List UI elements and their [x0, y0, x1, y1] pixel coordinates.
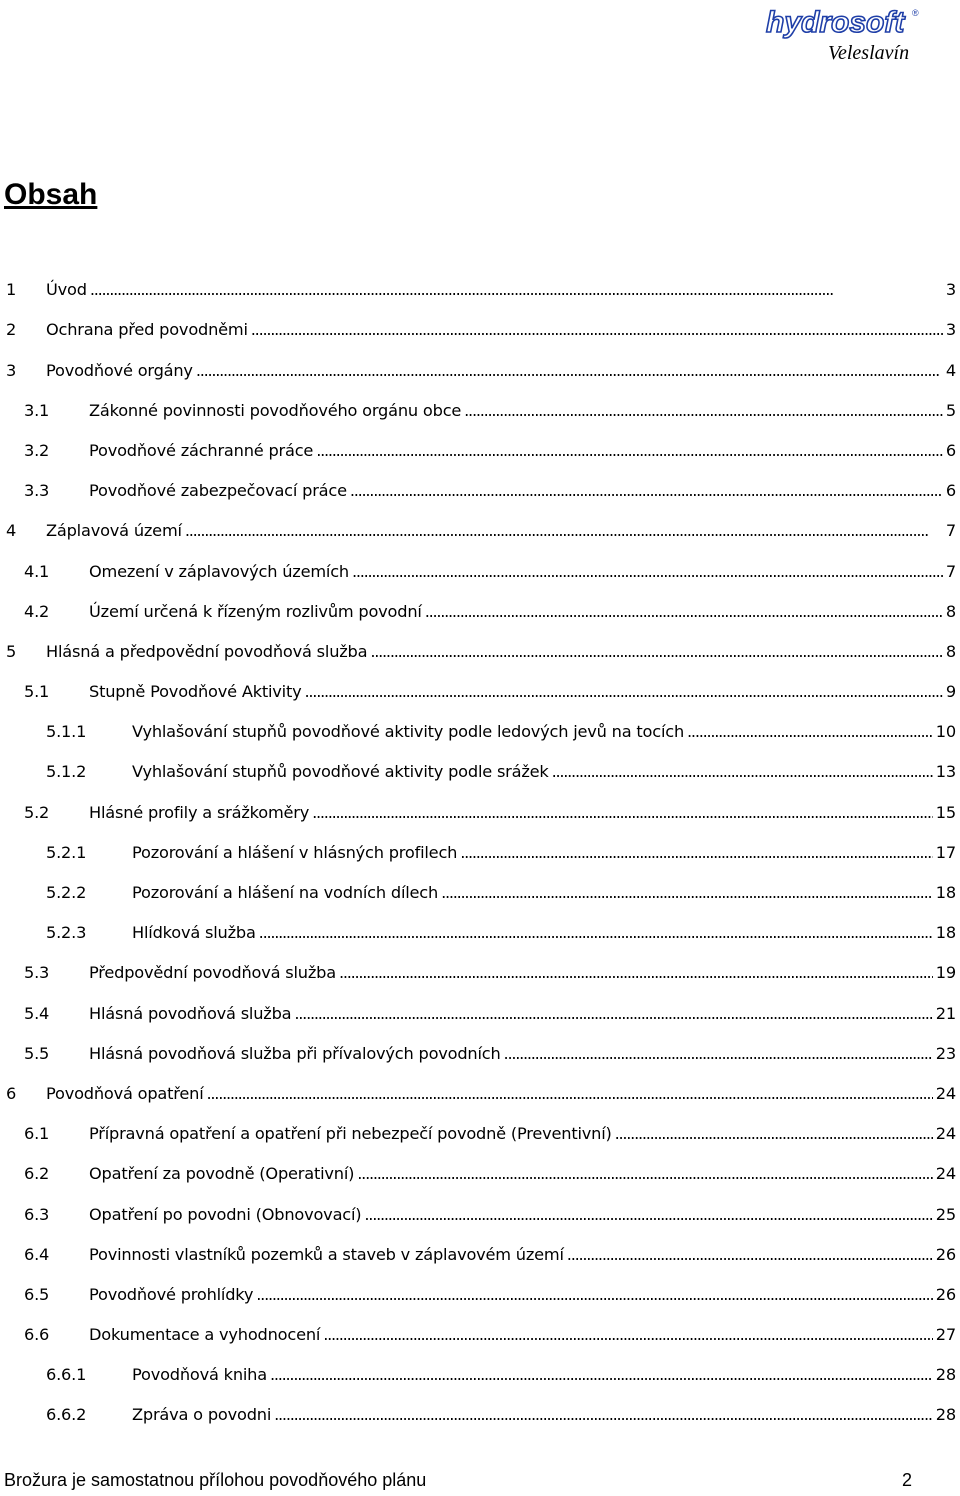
- toc-entry-line: [132, 762, 960, 782]
- toc-dot-leader: [207, 1084, 933, 1104]
- toc-dot-leader: [270, 1365, 933, 1385]
- toc-entry[interactable]: [0, 702, 960, 742]
- toc-entry-title[interactable]: Hlásná povodňová služba: [89, 1003, 292, 1023]
- toc-entry-number: 5.5: [24, 1043, 50, 1063]
- toc-entry[interactable]: [0, 622, 960, 662]
- toc-entry-page[interactable]: 27: [935, 1325, 956, 1345]
- toc-dot-leader: [567, 1245, 933, 1265]
- toc-dot-leader: [504, 1044, 933, 1064]
- toc-entry-number: 4.2: [24, 601, 50, 621]
- toc-dot-leader: [274, 1405, 933, 1425]
- toc-entry-page[interactable]: 7: [945, 521, 956, 541]
- toc-dot-leader: [357, 1164, 933, 1184]
- toc-entry-page[interactable]: 3: [945, 320, 956, 340]
- toc-entry-line: [46, 280, 960, 300]
- toc-entry-title[interactable]: Opatření za povodně (Operativní): [89, 1164, 355, 1184]
- toc-entry-number: 1: [6, 280, 17, 300]
- toc-entry-title[interactable]: Opatření po povodni (Obnovovací): [89, 1204, 362, 1224]
- toc-entry-number: 3.1: [24, 400, 50, 420]
- toc-entry-line: [132, 843, 960, 863]
- toc-entry-title[interactable]: Hlídková služba: [132, 923, 256, 943]
- toc-entry[interactable]: [0, 340, 960, 380]
- toc-dot-leader: [464, 401, 943, 421]
- toc-entry-number: 6: [6, 1083, 17, 1103]
- toc-entry-number: 6.6: [24, 1325, 50, 1345]
- registered-mark-icon: ®: [912, 8, 919, 18]
- toc-entry[interactable]: [0, 421, 960, 461]
- toc-entry-line: [89, 1245, 960, 1265]
- toc-entry-line: [132, 1405, 960, 1425]
- toc-entry[interactable]: [0, 903, 960, 943]
- toc-entry-page[interactable]: 18: [935, 883, 956, 902]
- toc-entry-title[interactable]: Povinnosti vlastníků pozemků a staveb v záplavovém území: [89, 1244, 564, 1264]
- toc-dot-leader: [323, 1325, 933, 1345]
- toc-entry[interactable]: [0, 461, 960, 501]
- toc-entry-page[interactable]: 5: [945, 400, 956, 420]
- toc-entry[interactable]: [0, 541, 960, 581]
- toc-entry-line: [132, 722, 960, 742]
- toc-entry-page[interactable]: 8: [945, 641, 956, 661]
- toc-dot-leader: [251, 320, 943, 340]
- toc-entry[interactable]: [0, 260, 960, 300]
- toc-entry-title[interactable]: Zákonné povinnosti povodňového orgánu obce: [89, 400, 462, 420]
- toc-entry-line: [46, 521, 960, 541]
- toc-entry-line: [89, 401, 960, 421]
- toc-entry-title[interactable]: Povodňové orgány: [46, 360, 193, 380]
- toc-entry-title[interactable]: Hlásná a předpovědní povodňová služba: [46, 641, 368, 661]
- toc-dot-leader: [196, 361, 943, 381]
- toc-entry-page[interactable]: 4: [945, 360, 956, 380]
- toc-entry-title[interactable]: Předpovědní povodňová služba: [89, 963, 336, 983]
- toc-entry-line: [132, 923, 960, 943]
- toc-entry-line: [46, 642, 960, 662]
- toc-entry-line: [89, 602, 960, 622]
- toc-entry-number: 5.3: [24, 963, 50, 983]
- toc-entry[interactable]: [0, 1064, 960, 1104]
- toc-entry-page[interactable]: 10: [935, 722, 956, 742]
- toc-entry-page[interactable]: 25: [935, 1204, 956, 1224]
- toc-dot-leader: [687, 722, 933, 742]
- toc-entry-title[interactable]: Povodňová kniha: [132, 1365, 267, 1385]
- toc-entry[interactable]: [0, 300, 960, 340]
- table-of-contents: [0, 260, 960, 1425]
- toc-dot-leader: [259, 923, 933, 943]
- toc-entry-number: 6.4: [24, 1244, 50, 1264]
- toc-entry-number: 5.2.2: [46, 883, 87, 902]
- toc-dot-leader: [312, 803, 933, 823]
- toc-dot-leader: [460, 843, 933, 863]
- toc-entry-line: [89, 1325, 960, 1345]
- toc-entry-line: [46, 320, 960, 340]
- toc-entry[interactable]: [0, 1024, 960, 1064]
- toc-entry-page[interactable]: 17: [935, 842, 956, 862]
- toc-entry-number: 4.1: [24, 561, 50, 581]
- toc-entry-title[interactable]: Pozorování a hlášení na vodních dílech: [132, 883, 439, 902]
- toc-entry-line: [89, 562, 960, 582]
- toc-dot-leader: [552, 762, 933, 782]
- toc-entry-line: [46, 361, 960, 381]
- toc-entry-page[interactable]: 3: [945, 280, 956, 300]
- toc-dot-leader: [615, 1124, 933, 1144]
- toc-entry-line: [89, 1285, 960, 1305]
- toc-entry-title[interactable]: Stupně Povodňové Aktivity: [89, 682, 302, 702]
- toc-entry-line: [89, 1205, 960, 1225]
- toc-entry-number: 3: [6, 360, 17, 380]
- toc-entry-line: [89, 481, 960, 501]
- toc-entry[interactable]: [0, 943, 960, 983]
- toc-entry-number: 6.1: [24, 1124, 50, 1144]
- toc-entry-number: 5.2.3: [46, 923, 87, 943]
- toc-entry-number: 6.2: [24, 1164, 50, 1184]
- page-footer: [4, 1470, 912, 1494]
- toc-entry-title[interactable]: Dokumentace a vyhodnocení: [89, 1325, 321, 1345]
- toc-entry-page[interactable]: 6: [945, 481, 956, 501]
- toc-dot-leader: [339, 963, 933, 983]
- toc-entry-number: 5.1.2: [46, 762, 87, 782]
- toc-entry-title[interactable]: Pozorování a hlášení v hlásných profilech: [132, 842, 458, 862]
- toc-entry-title[interactable]: Vyhlašování stupňů povodňové aktivity podle ledových jevů na tocích: [132, 722, 685, 742]
- toc-entry[interactable]: [0, 662, 960, 702]
- toc-entry-title[interactable]: Přípravná opatření a opatření při nebezpečí povodně (Preventivní): [89, 1124, 612, 1144]
- toc-entry-page[interactable]: 24: [935, 1124, 956, 1144]
- toc-entry-title[interactable]: Povodňové záchranné práce: [89, 440, 314, 460]
- toc-dot-leader: [316, 441, 943, 461]
- toc-dot-leader: [185, 521, 943, 541]
- toc-entry-number: 5.4: [24, 1003, 50, 1023]
- footer-page-number: 2: [901, 1470, 912, 1490]
- toc-dot-leader: [90, 280, 943, 300]
- logo-wordmark: hydrosoft: [766, 6, 905, 39]
- toc-entry-line: [89, 441, 960, 461]
- page-title: Obsah: [4, 178, 98, 211]
- toc-entry[interactable]: [0, 381, 960, 421]
- toc-entry-line: [89, 1124, 960, 1144]
- toc-entry-page[interactable]: 9: [945, 682, 956, 702]
- toc-entry[interactable]: [0, 1385, 960, 1425]
- toc-dot-leader: [364, 1205, 932, 1225]
- logo-subtitle: Veleslavín: [828, 42, 910, 64]
- toc-entry-line: [132, 883, 960, 903]
- toc-dot-leader: [305, 682, 943, 702]
- toc-entry-title[interactable]: Ochrana před povodněmi: [46, 320, 248, 340]
- toc-entry-line: [46, 1084, 960, 1104]
- toc-entry-page[interactable]: 7: [945, 561, 956, 581]
- toc-entry-title[interactable]: Povodňová opatření: [46, 1083, 204, 1103]
- toc-entry-title[interactable]: Úvod: [46, 280, 87, 300]
- toc-entry[interactable]: [0, 582, 960, 622]
- toc-entry[interactable]: [0, 863, 960, 903]
- toc-entry-title[interactable]: Území určená k řízeným rozlivům povodní: [89, 601, 422, 621]
- toc-dot-leader: [256, 1285, 933, 1305]
- toc-entry-title[interactable]: Vyhlašování stupňů povodňové aktivity podle srážek: [132, 762, 549, 782]
- toc-entry-line: [89, 1164, 960, 1184]
- toc-entry-number: 5.1: [24, 682, 50, 702]
- toc-entry-page[interactable]: 23: [935, 1043, 956, 1063]
- toc-entry[interactable]: [0, 823, 960, 863]
- toc-entry-number: 5: [6, 641, 17, 661]
- toc-entry[interactable]: [0, 1225, 960, 1265]
- toc-entry-page[interactable]: 24: [935, 1164, 956, 1184]
- toc-entry-line: [89, 963, 960, 983]
- toc-entry-title[interactable]: Omezení v záplavových územích: [89, 561, 349, 581]
- toc-entry-page[interactable]: 6: [945, 440, 956, 460]
- toc-entry[interactable]: [0, 983, 960, 1023]
- toc-entry-number: 4: [6, 521, 17, 541]
- toc-entry[interactable]: [0, 1305, 960, 1345]
- toc-entry-number: 5.2: [24, 802, 50, 822]
- toc-entry-line: [89, 1004, 960, 1024]
- toc-entry-number: 3.2: [24, 440, 50, 460]
- toc-entry-number: 6.5: [24, 1284, 50, 1304]
- toc-entry-page[interactable]: 28: [935, 1405, 956, 1425]
- toc-entry[interactable]: [0, 1265, 960, 1305]
- toc-entry-line: [89, 1044, 960, 1064]
- toc-entry[interactable]: [0, 782, 960, 822]
- toc-entry-title[interactable]: Povodňové zabezpečovací práce: [89, 481, 347, 501]
- toc-entry[interactable]: [0, 1184, 960, 1224]
- toc-entry-page[interactable]: 15: [935, 802, 956, 822]
- toc-entry-page[interactable]: 18: [935, 923, 956, 943]
- toc-dot-leader: [294, 1004, 932, 1024]
- toc-entry-number: 3.3: [24, 481, 50, 501]
- toc-entry-number: 6.6.2: [46, 1405, 87, 1425]
- toc-entry-title[interactable]: Hlásná povodňová služba při přívalových povodních: [89, 1043, 501, 1063]
- toc-entry-page[interactable]: 24: [935, 1083, 956, 1103]
- toc-entry-number: 2: [6, 320, 17, 340]
- toc-entry-title[interactable]: Zpráva o povodni: [132, 1405, 272, 1425]
- toc-dot-leader: [441, 883, 933, 903]
- toc-entry-number: 5.1.1: [46, 722, 87, 742]
- toc-entry-title[interactable]: Záplavová území: [46, 521, 182, 541]
- toc-entry-page[interactable]: 28: [935, 1365, 956, 1385]
- toc-entry-number: 6.6.1: [46, 1365, 87, 1385]
- toc-dot-leader: [350, 481, 943, 501]
- toc-entry[interactable]: [0, 1345, 960, 1385]
- toc-entry-page[interactable]: 19: [935, 963, 956, 983]
- footer-text: Brožura je samostatnou přílohou povodňového plánu: [4, 1470, 427, 1490]
- toc-entry-page[interactable]: 8: [945, 601, 956, 621]
- toc-dot-leader: [352, 562, 943, 582]
- hydrosoft-logo: [762, 4, 922, 64]
- toc-entry[interactable]: [0, 501, 960, 541]
- toc-entry-page[interactable]: 26: [935, 1284, 956, 1304]
- toc-entry-number: 6.3: [24, 1204, 50, 1224]
- toc-entry-line: [89, 682, 960, 702]
- toc-entry-page[interactable]: 21: [935, 1003, 956, 1023]
- toc-entry-line: [132, 1365, 960, 1385]
- toc-entry[interactable]: [0, 742, 960, 782]
- toc-dot-leader: [370, 642, 943, 662]
- toc-entry-line: [89, 803, 960, 823]
- toc-entry[interactable]: [0, 1144, 960, 1184]
- toc-entry-number: 5.2.1: [46, 842, 87, 862]
- toc-entry-page[interactable]: 13: [935, 762, 956, 782]
- toc-entry-page[interactable]: 26: [935, 1244, 956, 1264]
- toc-dot-leader: [425, 602, 943, 622]
- toc-entry-title[interactable]: Hlásné profily a srážkoměry: [89, 802, 310, 822]
- toc-entry[interactable]: [0, 1104, 960, 1144]
- toc-entry-title[interactable]: Povodňové prohlídky: [89, 1284, 254, 1304]
